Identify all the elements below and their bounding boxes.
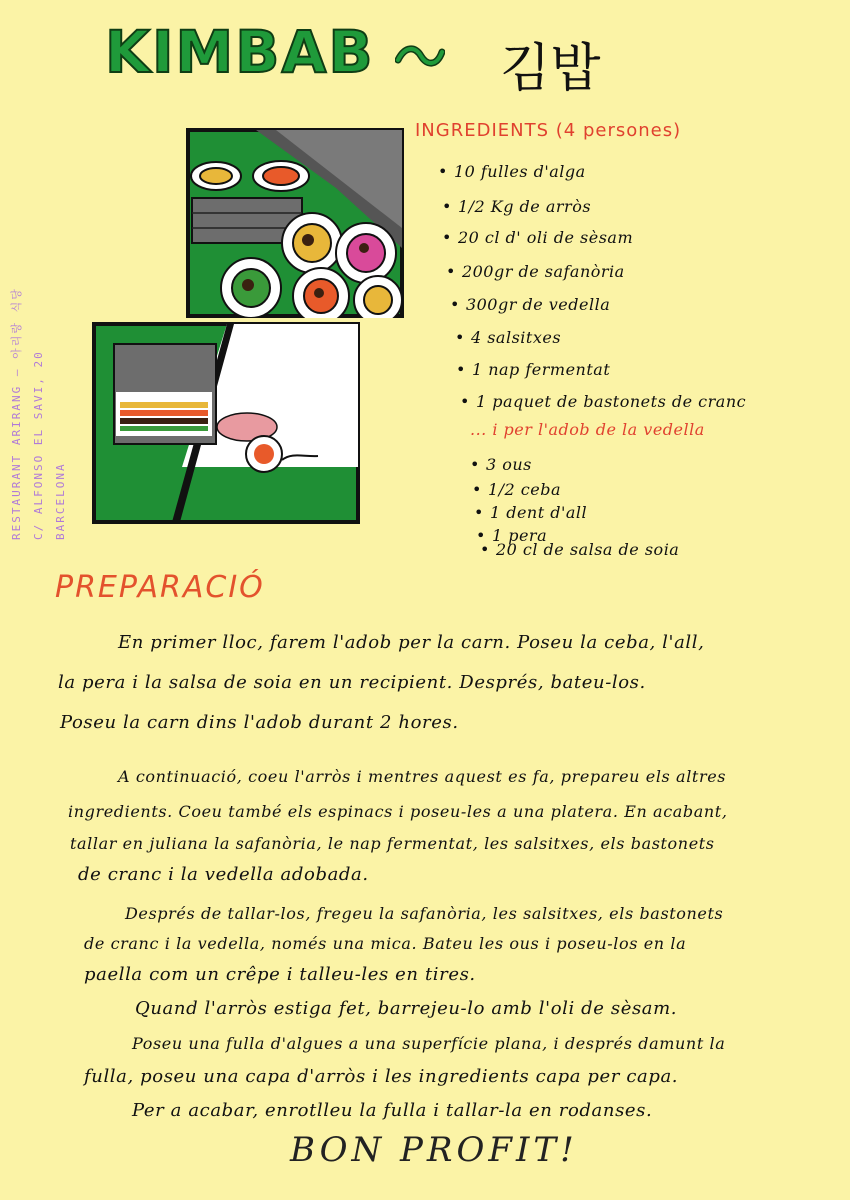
marinade-item: • 1/2 ceba xyxy=(472,480,561,499)
preparation-line: tallar en juliana la safanòria, le nap fermentat, les salsitxes, els bastonets xyxy=(70,834,715,853)
title-latin: KIMBAB xyxy=(105,18,375,86)
preparation-line: Quand l'arròs estiga fet, barrejeu-lo amb l'oli de sèsam. xyxy=(135,998,678,1019)
marinade-item: • 3 ous xyxy=(470,455,532,474)
preparation-line: A continuació, coeu l'arròs i mentres aquest es fa, prepareu els altres xyxy=(118,767,727,786)
title-korean: 김밥 xyxy=(500,39,601,99)
preparation-line: de cranc i la vedella, només una mica. Bateu les ous i poseu-los en la xyxy=(84,934,687,953)
ingredients-heading: INGREDIENTS (4 persones) xyxy=(415,120,682,141)
address-line-name: RESTAURANT ARIRANG – 아리랑 식당 xyxy=(10,287,23,540)
marinade-heading: ... i per l'adob de la vedella xyxy=(470,420,705,439)
preparation-line: la pera i la salsa de soia en un recipient. Després, bateu-los. xyxy=(58,672,646,693)
rolling-kimbab-illustration xyxy=(92,322,360,524)
preparation-line: ingredients. Coeu també els espinacs i poseu-les a una platera. En acabant, xyxy=(68,802,728,821)
marinade-item: • 1 dent d'all xyxy=(474,503,588,522)
marinade-item: • 1 pera xyxy=(476,526,548,545)
ingredient-item: • 1/2 Kg de arròs xyxy=(442,197,592,216)
preparation-line: Per a acabar, enrotlleu la fulla i tallar-la en rodanses. xyxy=(132,1100,653,1121)
kimbab-rolls-illustration xyxy=(186,128,404,318)
restaurant-address xyxy=(6,287,72,540)
address-line-city: BARCELONA xyxy=(54,462,67,540)
preparation-line: Després de tallar-los, fregeu la safanòria, les salsitxes, els bastonets xyxy=(125,904,724,923)
preparation-line: paella com un crêpe i talleu-les en tires. xyxy=(84,964,476,985)
preparation-line: Poseu la carn dins l'adob durant 2 hores. xyxy=(60,712,459,733)
ingredient-item: • 200gr de safanòria xyxy=(446,262,625,281)
preparation-line: de cranc i la vedella adobada. xyxy=(78,864,369,885)
ingredient-item: • 1 nap fermentat xyxy=(456,360,611,379)
ingredient-item: • 4 salsitxes xyxy=(455,328,562,347)
preparation-line: fulla, poseu una capa d'arròs i les ingredients capa per capa. xyxy=(84,1066,679,1087)
tilde-icon xyxy=(395,44,445,70)
preparation-heading: PREPARACIÓ xyxy=(55,570,265,605)
preparation-line: Poseu una fulla d'algues a una superfície plana, i després damunt la xyxy=(132,1034,726,1053)
preparation-line: En primer lloc, farem l'adob per la carn. Poseu la ceba, l'all, xyxy=(118,632,705,653)
ingredient-item: • 20 cl d' oli de sèsam xyxy=(442,228,634,247)
ingredient-item: • 10 fulles d'alga xyxy=(438,162,586,181)
ingredient-item: • 300gr de vedella xyxy=(450,295,611,314)
title-block xyxy=(105,18,625,99)
marinade-item: • 20 cl de salsa de soia xyxy=(480,540,680,559)
closing-text: BON PROFIT! xyxy=(290,1130,578,1170)
address-line-street: C/ ALFONSO EL SAVI, 20 xyxy=(32,350,45,540)
ingredient-item: • 1 paquet de bastonets de cranc xyxy=(460,392,747,411)
